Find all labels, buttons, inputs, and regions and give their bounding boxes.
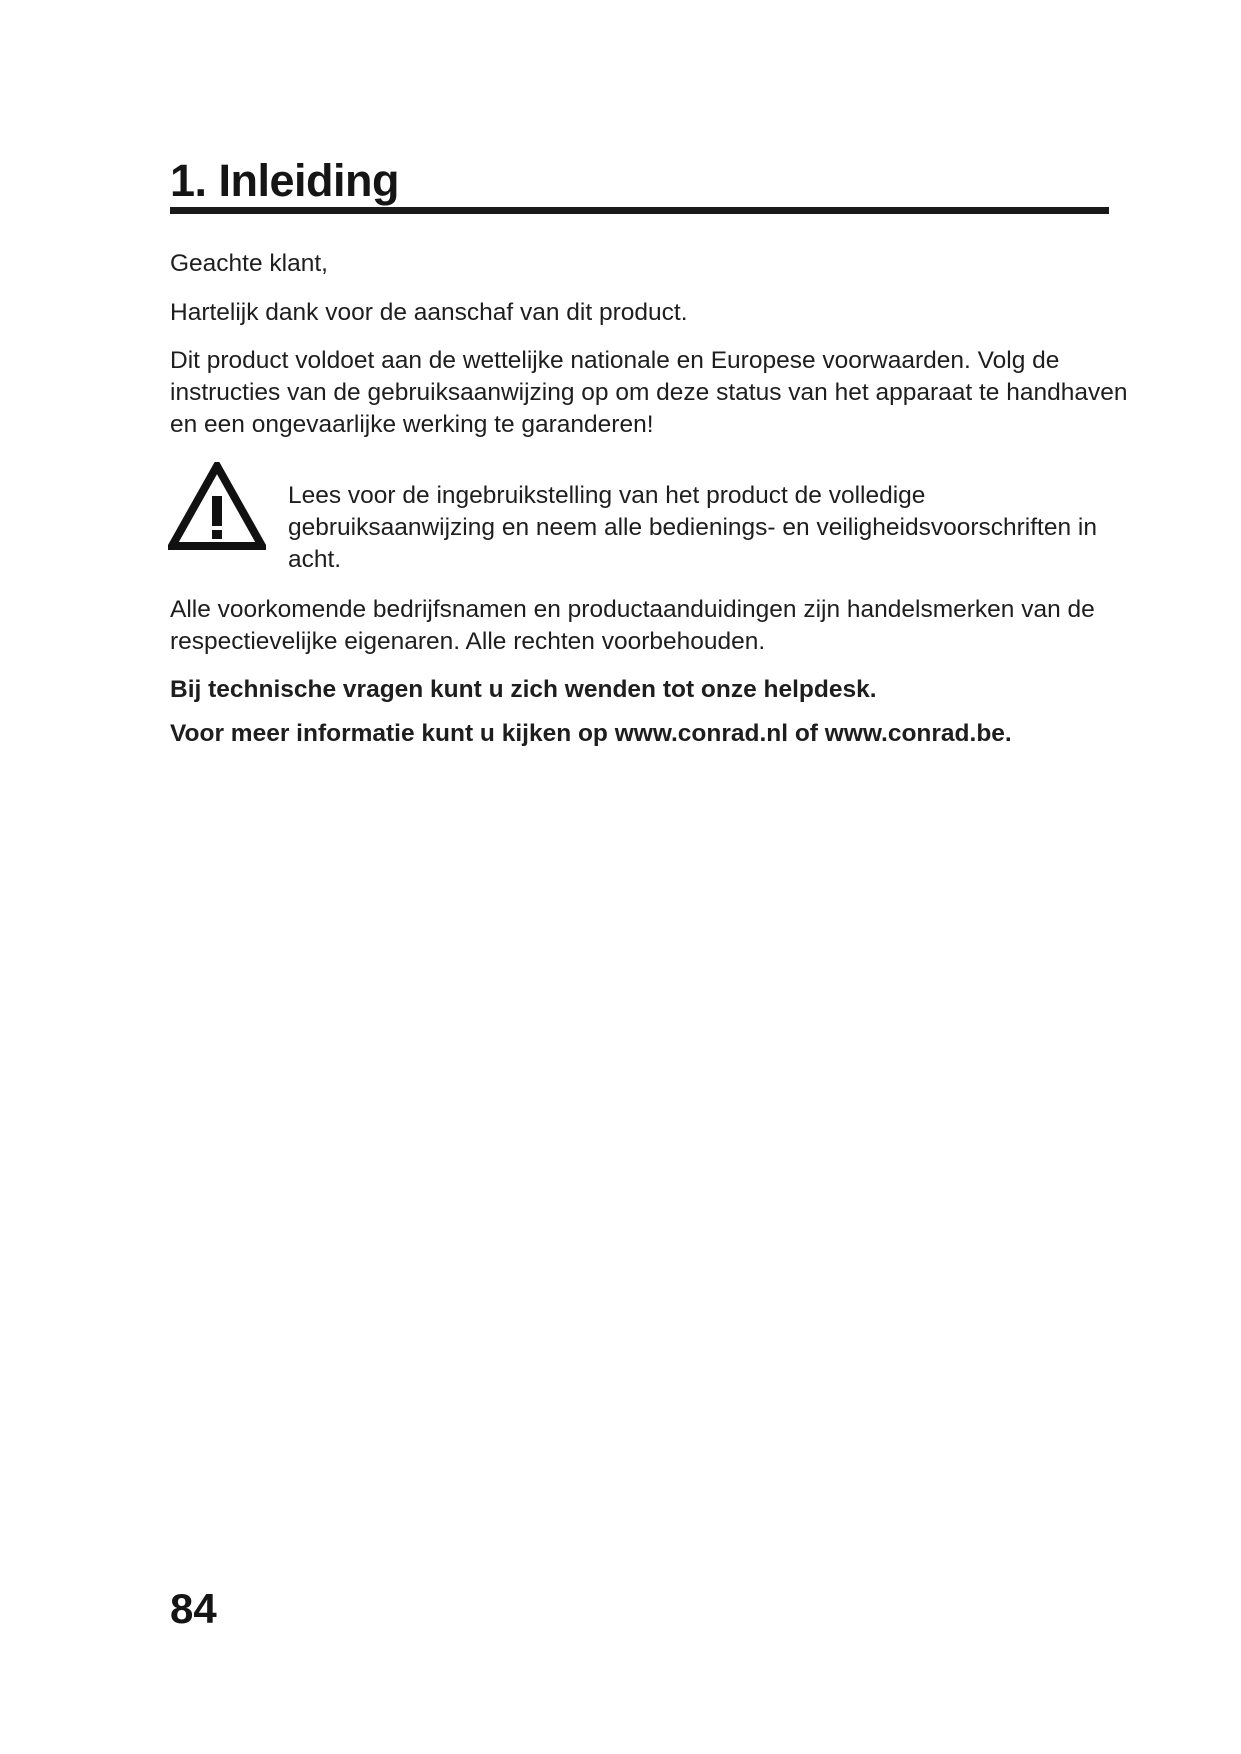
warning-text: Lees voor de ingebruikstelling van het product de volledige gebruiksaanwijzing en neem alle bedienings- en veiligheidsvoorschriften in acht. [288,482,1097,573]
more-info-notice: Voor meer informatie kunt u kijken op www.conrad.nl of www.conrad.be. [170,720,1012,747]
page-number: 84 [170,1585,217,1632]
warning-triangle-icon [168,462,266,552]
compliance-paragraph: Dit product voldoet aan de wettelijke nationale en Europese voorwaarden. Volg de instructies van de gebruiksaanwijzing op om deze status van het apparaat te handhaven en een ongevaarlijke werking te garanderen! [170,347,1128,438]
page-title: 1. Inleiding [170,155,400,206]
greeting-text: Geachte klant, [170,250,328,277]
title-underline [170,207,1109,214]
thanks-text: Hartelijk dank voor de aanschaf van dit product. [170,299,688,326]
helpdesk-notice: Bij technische vragen kunt u zich wenden tot onze helpdesk. [170,676,877,703]
trademarks-paragraph: Alle voorkomende bedrijfsnamen en productaanduidingen zijn handelsmerken van de respectievelijke eigenaren. Alle rechten voorbehouden. [170,596,1095,655]
